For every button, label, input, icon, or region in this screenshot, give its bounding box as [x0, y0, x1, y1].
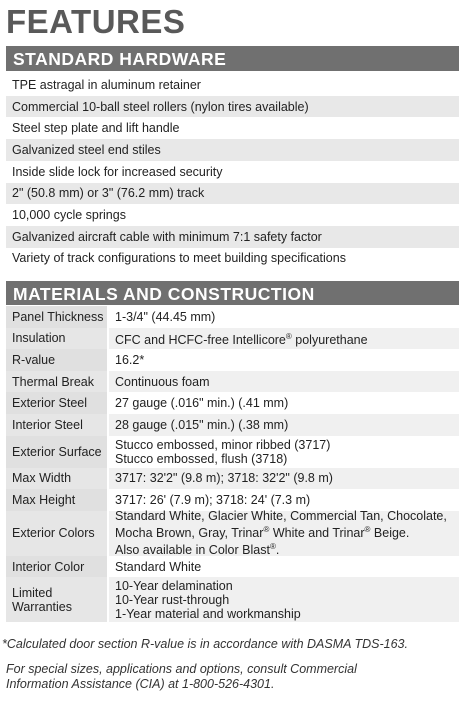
materials-row-value	[109, 306, 459, 328]
materials-row-label: Max Height	[6, 489, 109, 511]
materials-value-line: Also available in Color Blast®.	[115, 542, 280, 558]
materials-row-value	[109, 371, 459, 393]
materials-row-label: Max Width	[6, 468, 109, 490]
materials-row	[6, 436, 459, 468]
materials-value-line: 1-Year material and workmanship	[115, 606, 301, 621]
contact-footnote	[6, 662, 465, 692]
materials-heading: MATERIALS AND CONSTRUCTION	[6, 281, 459, 305]
materials-row-value	[109, 349, 459, 371]
materials-value-line: 1-3/4" (44.45 mm)	[115, 309, 216, 324]
materials-value-line: Stucco embossed, flush (3718)	[115, 451, 288, 466]
materials-row-label: Thermal Break	[6, 371, 109, 393]
materials-row-value	[109, 328, 459, 350]
hardware-item: Galvanized aircraft cable with minimum 7:1 safety factor	[6, 226, 459, 248]
materials-row	[6, 392, 459, 414]
materials-row-label: Exterior Colors	[6, 511, 109, 556]
materials-value-line: Standard White	[115, 559, 202, 574]
materials-row-label: Interior Color	[6, 556, 109, 578]
hardware-item: 2" (50.8 mm) or 3" (76.2 mm) track	[6, 183, 459, 205]
materials-value-line: 3717: 26' (7.9 m); 3718: 24' (7.3 m)	[115, 492, 311, 507]
materials-row-value	[109, 489, 459, 511]
hardware-item: Steel step plate and lift handle	[12, 121, 180, 136]
materials-row-label: R-value	[6, 349, 109, 371]
rvalue-footnote: *Calculated door section R-value is in accordance with DASMA TDS-163.	[2, 637, 408, 651]
materials-value-line: Continuous foam	[115, 374, 210, 389]
materials-value-line: Mocha Brown, Gray, Trinar® White and Trinar® Beige.	[115, 525, 410, 541]
materials-value-line: 10-Year rust-through	[115, 592, 230, 607]
materials-row	[6, 349, 459, 371]
materials-row-label: Insulation	[6, 328, 109, 350]
materials-row	[6, 468, 459, 490]
materials-row	[6, 371, 459, 393]
hardware-item: Commercial 10-ball steel rollers (nylon tires available)	[6, 96, 459, 118]
materials-row-label: Limited Warranties	[6, 577, 109, 622]
materials-row	[6, 577, 459, 622]
materials-row	[6, 511, 459, 556]
hardware-item: TPE astragal in aluminum retainer	[12, 77, 201, 92]
materials-value-line: 27 gauge (.016" min.) (.41 mm)	[115, 396, 289, 411]
materials-row	[6, 306, 459, 328]
materials-row-label: Panel Thickness	[6, 306, 109, 328]
hardware-item: Variety of track configurations to meet building specifications	[12, 251, 346, 266]
materials-value-line: Stucco embossed, minor ribbed (3717)	[115, 437, 331, 452]
standard-hardware-heading: STANDARD HARDWARE	[6, 46, 459, 71]
materials-row-value	[109, 468, 459, 490]
materials-row	[6, 328, 459, 350]
materials-row-value	[109, 577, 459, 622]
materials-row-value	[109, 436, 459, 468]
materials-row-label: Exterior Surface	[6, 436, 109, 468]
materials-row	[6, 489, 459, 511]
materials-value-line: 3717: 32'2" (9.8 m); 3718: 32'2" (9.8 m)	[115, 471, 333, 486]
hardware-item: Inside slide lock for increased security	[12, 164, 223, 179]
materials-row-label: Exterior Steel	[6, 392, 109, 414]
materials-row-value	[109, 392, 459, 414]
materials-value-line: 16.2*	[115, 352, 145, 367]
materials-row-value	[109, 556, 459, 578]
contact-footnote-line-1: For special sizes, applications and options, consult Commercial	[6, 662, 357, 676]
page-title: FEATURES	[6, 3, 186, 40]
contact-footnote-line-2: Information Assistance (CIA) at 1-800-526-4301.	[6, 677, 275, 691]
materials-value-line: 10-Year delamination	[115, 578, 233, 593]
materials-value-line: CFC and HCFC-free Intellicore® polyurethane	[115, 331, 368, 347]
materials-row-label: Interior Steel	[6, 414, 109, 436]
materials-row	[6, 414, 459, 436]
materials-row-value	[109, 414, 459, 436]
materials-value-line: Standard White, Glacier White, Commercial Tan, Chocolate,	[115, 509, 447, 524]
hardware-item: 10,000 cycle springs	[12, 208, 126, 223]
materials-row	[6, 556, 459, 578]
materials-row-value	[109, 511, 459, 556]
hardware-item: Galvanized steel end stiles	[6, 139, 459, 161]
materials-value-line: 28 gauge (.015" min.) (.38 mm)	[115, 417, 289, 432]
